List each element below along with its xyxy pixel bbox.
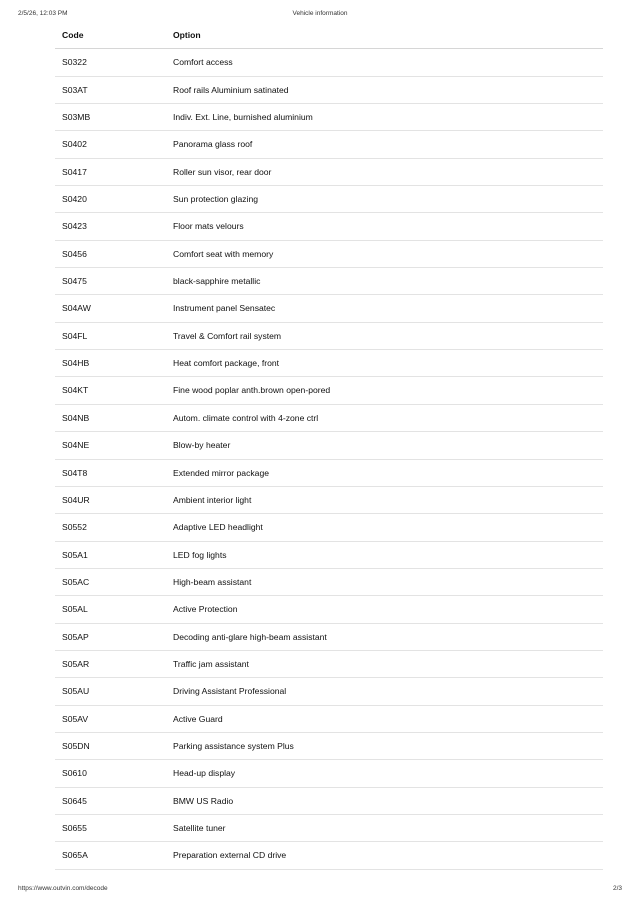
table-body xyxy=(55,49,603,869)
option-code: S0423 xyxy=(62,221,87,232)
option-description: Active Guard xyxy=(173,713,223,724)
option-description: Travel & Comfort rail system xyxy=(173,330,282,341)
option-description: Comfort access xyxy=(173,57,233,68)
table-row xyxy=(55,514,603,541)
option-description: Adaptive LED headlight xyxy=(173,522,263,533)
table-row xyxy=(55,323,603,350)
option-code: S04AW xyxy=(62,303,91,314)
table-row xyxy=(55,487,603,514)
table-row xyxy=(55,788,603,815)
column-header-option: Option xyxy=(173,30,201,40)
option-description: Extended mirror package xyxy=(173,467,270,478)
vehicle-options-table xyxy=(55,22,603,870)
option-code: S0420 xyxy=(62,194,87,205)
table-row xyxy=(55,295,603,322)
option-description: Roof rails Aluminium satinated xyxy=(173,84,289,95)
option-code: S05AR xyxy=(62,658,90,669)
option-code: S065A xyxy=(62,850,88,861)
table-row xyxy=(55,760,603,787)
table-row xyxy=(55,159,603,186)
option-description: Active Protection xyxy=(173,604,238,615)
option-description: Satellite tuner xyxy=(173,822,226,833)
option-description: Comfort seat with memory xyxy=(173,248,274,259)
table-row xyxy=(55,569,603,596)
option-code: S04NE xyxy=(62,440,90,451)
option-code: S04KT xyxy=(62,385,89,396)
option-description: Decoding anti-glare high-beam assistant xyxy=(173,631,327,642)
option-description: Parking assistance system Plus xyxy=(173,740,294,751)
print-header xyxy=(18,10,622,22)
table-row xyxy=(55,77,603,104)
option-code: S0322 xyxy=(62,57,87,68)
option-description: Indiv. Ext. Line, burnished aluminium xyxy=(173,112,313,123)
option-code: S0552 xyxy=(62,522,87,533)
option-description: High-beam assistant xyxy=(173,576,252,587)
option-code: S04NB xyxy=(62,412,90,423)
table-row xyxy=(55,596,603,623)
option-description: Preparation external CD drive xyxy=(173,850,287,861)
table-row xyxy=(55,624,603,651)
table-row xyxy=(55,268,603,295)
option-description: Panorama glass roof xyxy=(173,139,253,150)
option-code: S05AP xyxy=(62,631,89,642)
option-description: BMW US Radio xyxy=(173,795,234,806)
table-header-row xyxy=(55,22,603,49)
option-code: S0610 xyxy=(62,768,87,779)
table-row xyxy=(55,405,603,432)
option-code: S0417 xyxy=(62,166,87,177)
option-code: S0655 xyxy=(62,822,87,833)
option-code: S03AT xyxy=(62,84,88,95)
table-row xyxy=(55,432,603,459)
table-row xyxy=(55,377,603,404)
option-code: S05DN xyxy=(62,740,90,751)
option-code: S0645 xyxy=(62,795,87,806)
option-code: S04FL xyxy=(62,330,88,341)
table-row xyxy=(55,842,603,869)
option-code: S05A1 xyxy=(62,549,88,560)
option-description: Heat comfort package, front xyxy=(173,358,280,369)
option-description: Head-up display xyxy=(173,768,236,779)
option-description: Blow-by heater xyxy=(173,440,231,451)
table-row xyxy=(55,815,603,842)
table-row xyxy=(55,131,603,158)
option-description: Floor mats velours xyxy=(173,221,244,232)
table-row xyxy=(55,49,603,76)
option-code: S0402 xyxy=(62,139,87,150)
table-row xyxy=(55,733,603,760)
page-number: 2/3 xyxy=(612,885,622,892)
option-code: S04UR xyxy=(62,494,90,505)
table-row xyxy=(55,241,603,268)
print-datetime: 2/5/26, 12:03 PM xyxy=(18,10,68,17)
option-code: S0475 xyxy=(62,276,87,287)
option-code: S03MB xyxy=(62,112,91,123)
table-row xyxy=(55,651,603,678)
table-row xyxy=(55,460,603,487)
option-description: Autom. climate control with 4-zone ctrl xyxy=(173,412,319,423)
option-code: S0456 xyxy=(62,248,87,259)
table-row xyxy=(55,678,603,705)
option-code: S04HB xyxy=(62,358,90,369)
option-code: S04T8 xyxy=(62,467,88,478)
page-url: https://www.outvin.com/decode xyxy=(18,885,108,892)
option-code: S05AL xyxy=(62,604,88,615)
option-description: Roller sun visor, rear door xyxy=(173,166,272,177)
document-title: Vehicle information xyxy=(292,10,348,17)
option-code: S05AU xyxy=(62,686,90,697)
option-code: S05AC xyxy=(62,576,90,587)
column-header-code: Code xyxy=(62,30,84,40)
option-description: Driving Assistant Professional xyxy=(173,686,287,697)
table-row xyxy=(55,350,603,377)
table-row xyxy=(55,186,603,213)
option-description: black-sapphire metallic xyxy=(173,276,261,287)
table-row xyxy=(55,706,603,733)
option-description: LED fog lights xyxy=(173,549,227,560)
option-description: Ambient interior light xyxy=(173,494,252,505)
table-row xyxy=(55,104,603,131)
table-row xyxy=(55,213,603,240)
option-description: Sun protection glazing xyxy=(173,194,259,205)
option-description: Traffic jam assistant xyxy=(173,658,249,669)
option-description: Fine wood poplar anth.brown open-pored xyxy=(173,385,331,396)
print-footer xyxy=(18,885,622,897)
option-code: S05AV xyxy=(62,713,89,724)
option-description: Instrument panel Sensatec xyxy=(173,303,276,314)
table-row xyxy=(55,542,603,569)
